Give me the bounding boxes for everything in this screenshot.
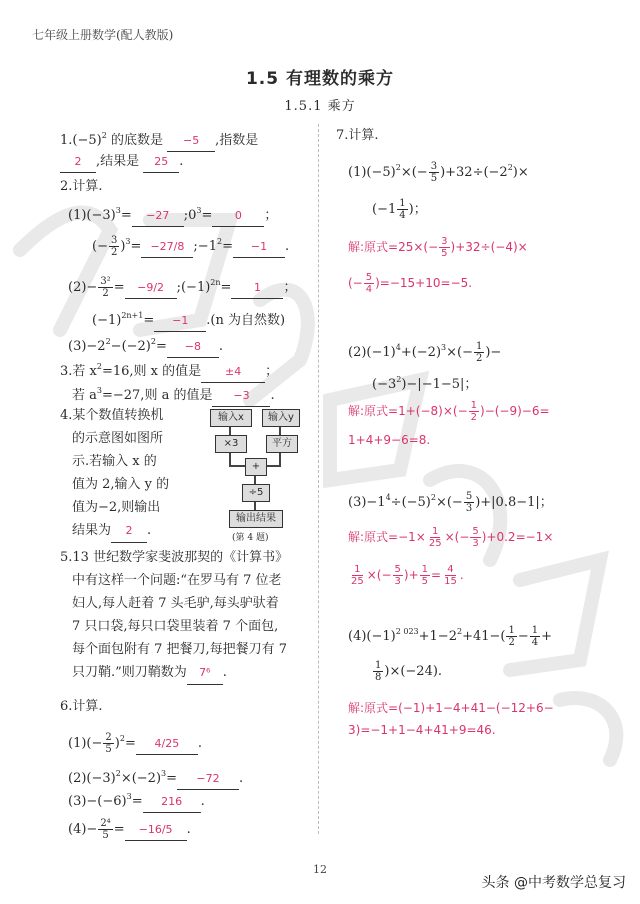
- page-number: 12: [313, 863, 327, 876]
- running-header: 七年级上册数学(配人教版): [32, 28, 174, 42]
- question-2-5: $(3)-2^2-(-2)^2= -8$ .: [68, 332, 223, 358]
- problem-7-3: $(3)-1^4\div(-5)^2\times(-$ $\frac{5}{3}$ )+|0.8−1|；: [348, 491, 553, 514]
- section-title: 1.5 有理数的乘方: [245, 69, 395, 89]
- answer-blank[interactable]: −8: [167, 337, 219, 358]
- answer-blank[interactable]: −1: [233, 237, 285, 258]
- answer-blank[interactable]: −72: [177, 769, 239, 790]
- problem-7-4: $(4)(-1)^{2 023}+1-2^2+41-$( $\frac{1}{2}$ − $\frac{1}{4}$ +: [348, 625, 553, 648]
- solution-7-3-cont: $\frac{1}{25}$ ×(− $\frac{5}{3}$ )+ $\frac{1}{5}$ = $\frac{4}{15}$ .: [351, 564, 464, 587]
- answer-blank[interactable]: 4/25: [136, 734, 198, 755]
- arrow: [254, 502, 256, 510]
- problem-7-2-cont: $(-3^2)-|-1-5|$；: [372, 375, 478, 392]
- question-2-1: $(1)(-3)^3= -27$ $;0^3= 0$ ；: [68, 201, 277, 227]
- answer-blank[interactable]: 216: [143, 792, 201, 813]
- connector: [266, 465, 281, 467]
- question-7: 7.计算.: [336, 128, 379, 143]
- question-2: 2.计算.: [60, 179, 103, 194]
- question-3-cont: 若 $a^3=-27$,则 a 的值是 −3 .: [72, 381, 275, 407]
- subsection-title: 1.5.1 乘方: [284, 99, 356, 114]
- answer-blank[interactable]: −27/8: [141, 237, 193, 258]
- arrow: [279, 427, 281, 435]
- question-2-2: (− $\frac{3}{2}$ )$^3$= −27/8 $;-1^2= -1$ .: [92, 235, 290, 258]
- solution-7-4-cont: 3)=−1+1−4+41+9=46.: [348, 723, 496, 737]
- solution-7-4: 解:原式=(−1)+1−4+41−(−12+6−: [348, 701, 554, 715]
- answer-blank[interactable]: ±4: [201, 362, 265, 383]
- question-6-1: (1)(− $\frac{2}{5}$ )$^2$= 4/25 .: [68, 732, 202, 755]
- question-6-2: $(2)(-3)^2\times(-2)^3= -72$ .: [68, 764, 243, 790]
- solution-7-3: 解:原式=−1× $\frac{1}{25}$ ×(− $\frac{5}{3}$ )+0.2=−1×: [348, 526, 554, 549]
- input-y-box: 输入y: [262, 409, 300, 427]
- input-x-box: 输入x: [210, 409, 252, 427]
- connector: [229, 465, 245, 467]
- answer-blank[interactable]: −9/2: [125, 278, 177, 299]
- column-divider: [318, 124, 319, 834]
- answer-blank[interactable]: 25: [143, 152, 179, 173]
- square-box: 平方: [266, 435, 298, 453]
- answer-blank[interactable]: 2: [60, 152, 96, 173]
- figure-caption: (第 4 题): [232, 533, 269, 543]
- plus-box: +: [245, 458, 267, 476]
- question-1: $1.(-5)^2$ 的底数是 −5 ,指数是: [60, 126, 258, 152]
- question-1-cont: 2 ,结果是 25 .: [60, 152, 183, 173]
- question-4: 4.某个数值转换机 的示意图如图所 示.若输入 x 的 值为 2,输入 y 的 值为−2,则输出 结果为 2 .: [60, 404, 169, 543]
- problem-7-1-cont: (−1 $\frac{1}{4}$ )；: [372, 198, 427, 221]
- question-2-4: $(-1)^{2n+1}= -1$ .(n 为自然数): [92, 306, 285, 332]
- answer-blank[interactable]: −27: [132, 206, 184, 227]
- problem-7-1: $(1)(-5)^2\times(-$ $\frac{3}{5}$ )$+32\div(-2^2)\times$: [348, 161, 529, 184]
- solution-7-1: 解:原式=25×(− $\frac{3}{5}$ )+32÷(−4)×: [348, 236, 528, 259]
- answer-blank[interactable]: 2: [111, 519, 147, 543]
- answer-blank[interactable]: −1: [154, 311, 206, 332]
- question-2-3: (2)− $\frac{\text{3²}}{2}$ = −9/2 $;(-1)^{2n}= 1$ ；: [68, 276, 297, 299]
- answer-blank[interactable]: 1: [231, 278, 283, 299]
- problem-7-4-cont: $\frac{1}{8}$ )×(−24).: [375, 660, 443, 683]
- question-3: 3.若 $x^2=16$,则 x 的值是 ±4 ；: [60, 357, 278, 383]
- answer-blank[interactable]: −3: [212, 386, 270, 407]
- question-6: 6.计算.: [60, 699, 103, 714]
- question-6-4: (4)− $\frac{\text{2⁴}}{5}$ = −16/5 .: [68, 818, 191, 841]
- answer-blank[interactable]: −5: [167, 131, 215, 152]
- arrow: [229, 427, 231, 435]
- divide-5-box: ÷5: [242, 484, 270, 502]
- output-box: 输出结果: [229, 510, 283, 528]
- solution-7-2-cont: 1+4+9−6=8.: [348, 433, 431, 447]
- question-5: 5.13 世纪数学家斐波那契的《计算书》 中有这样一个问题:“在罗马有 7 位老 妇人,每人赶着 7 头毛驴,每头驴驮着 7 只口袋,每只口袋里装着 7 个面包, 每个面包附有 7 把餐刀,每把餐刀有 7 只刀鞘.”则刀鞘数为 7⁶ .: [60, 546, 288, 685]
- times-3-box: ×3: [215, 435, 247, 453]
- solution-7-2: 解:原式=1+(−8)×(− $\frac{1}{2}$ )−(−9)−6=: [348, 400, 550, 423]
- solution-7-1-cont: (− $\frac{5}{4}$ )=−15+10=−5.: [348, 272, 473, 295]
- answer-blank[interactable]: 0: [212, 206, 264, 227]
- arrow: [254, 476, 256, 484]
- question-6-3: $(3)-(-6)^3= 216$ .: [68, 787, 205, 813]
- problem-7-2: $(2)(-1)^4+(-2)^3\times(-$ $\frac{1}{2}$ )−: [348, 341, 502, 364]
- footer-watermark-text: 头条 @中考数学总复习: [481, 875, 626, 891]
- answer-blank[interactable]: −16/5: [125, 820, 187, 841]
- answer-blank[interactable]: 7⁶: [187, 661, 223, 685]
